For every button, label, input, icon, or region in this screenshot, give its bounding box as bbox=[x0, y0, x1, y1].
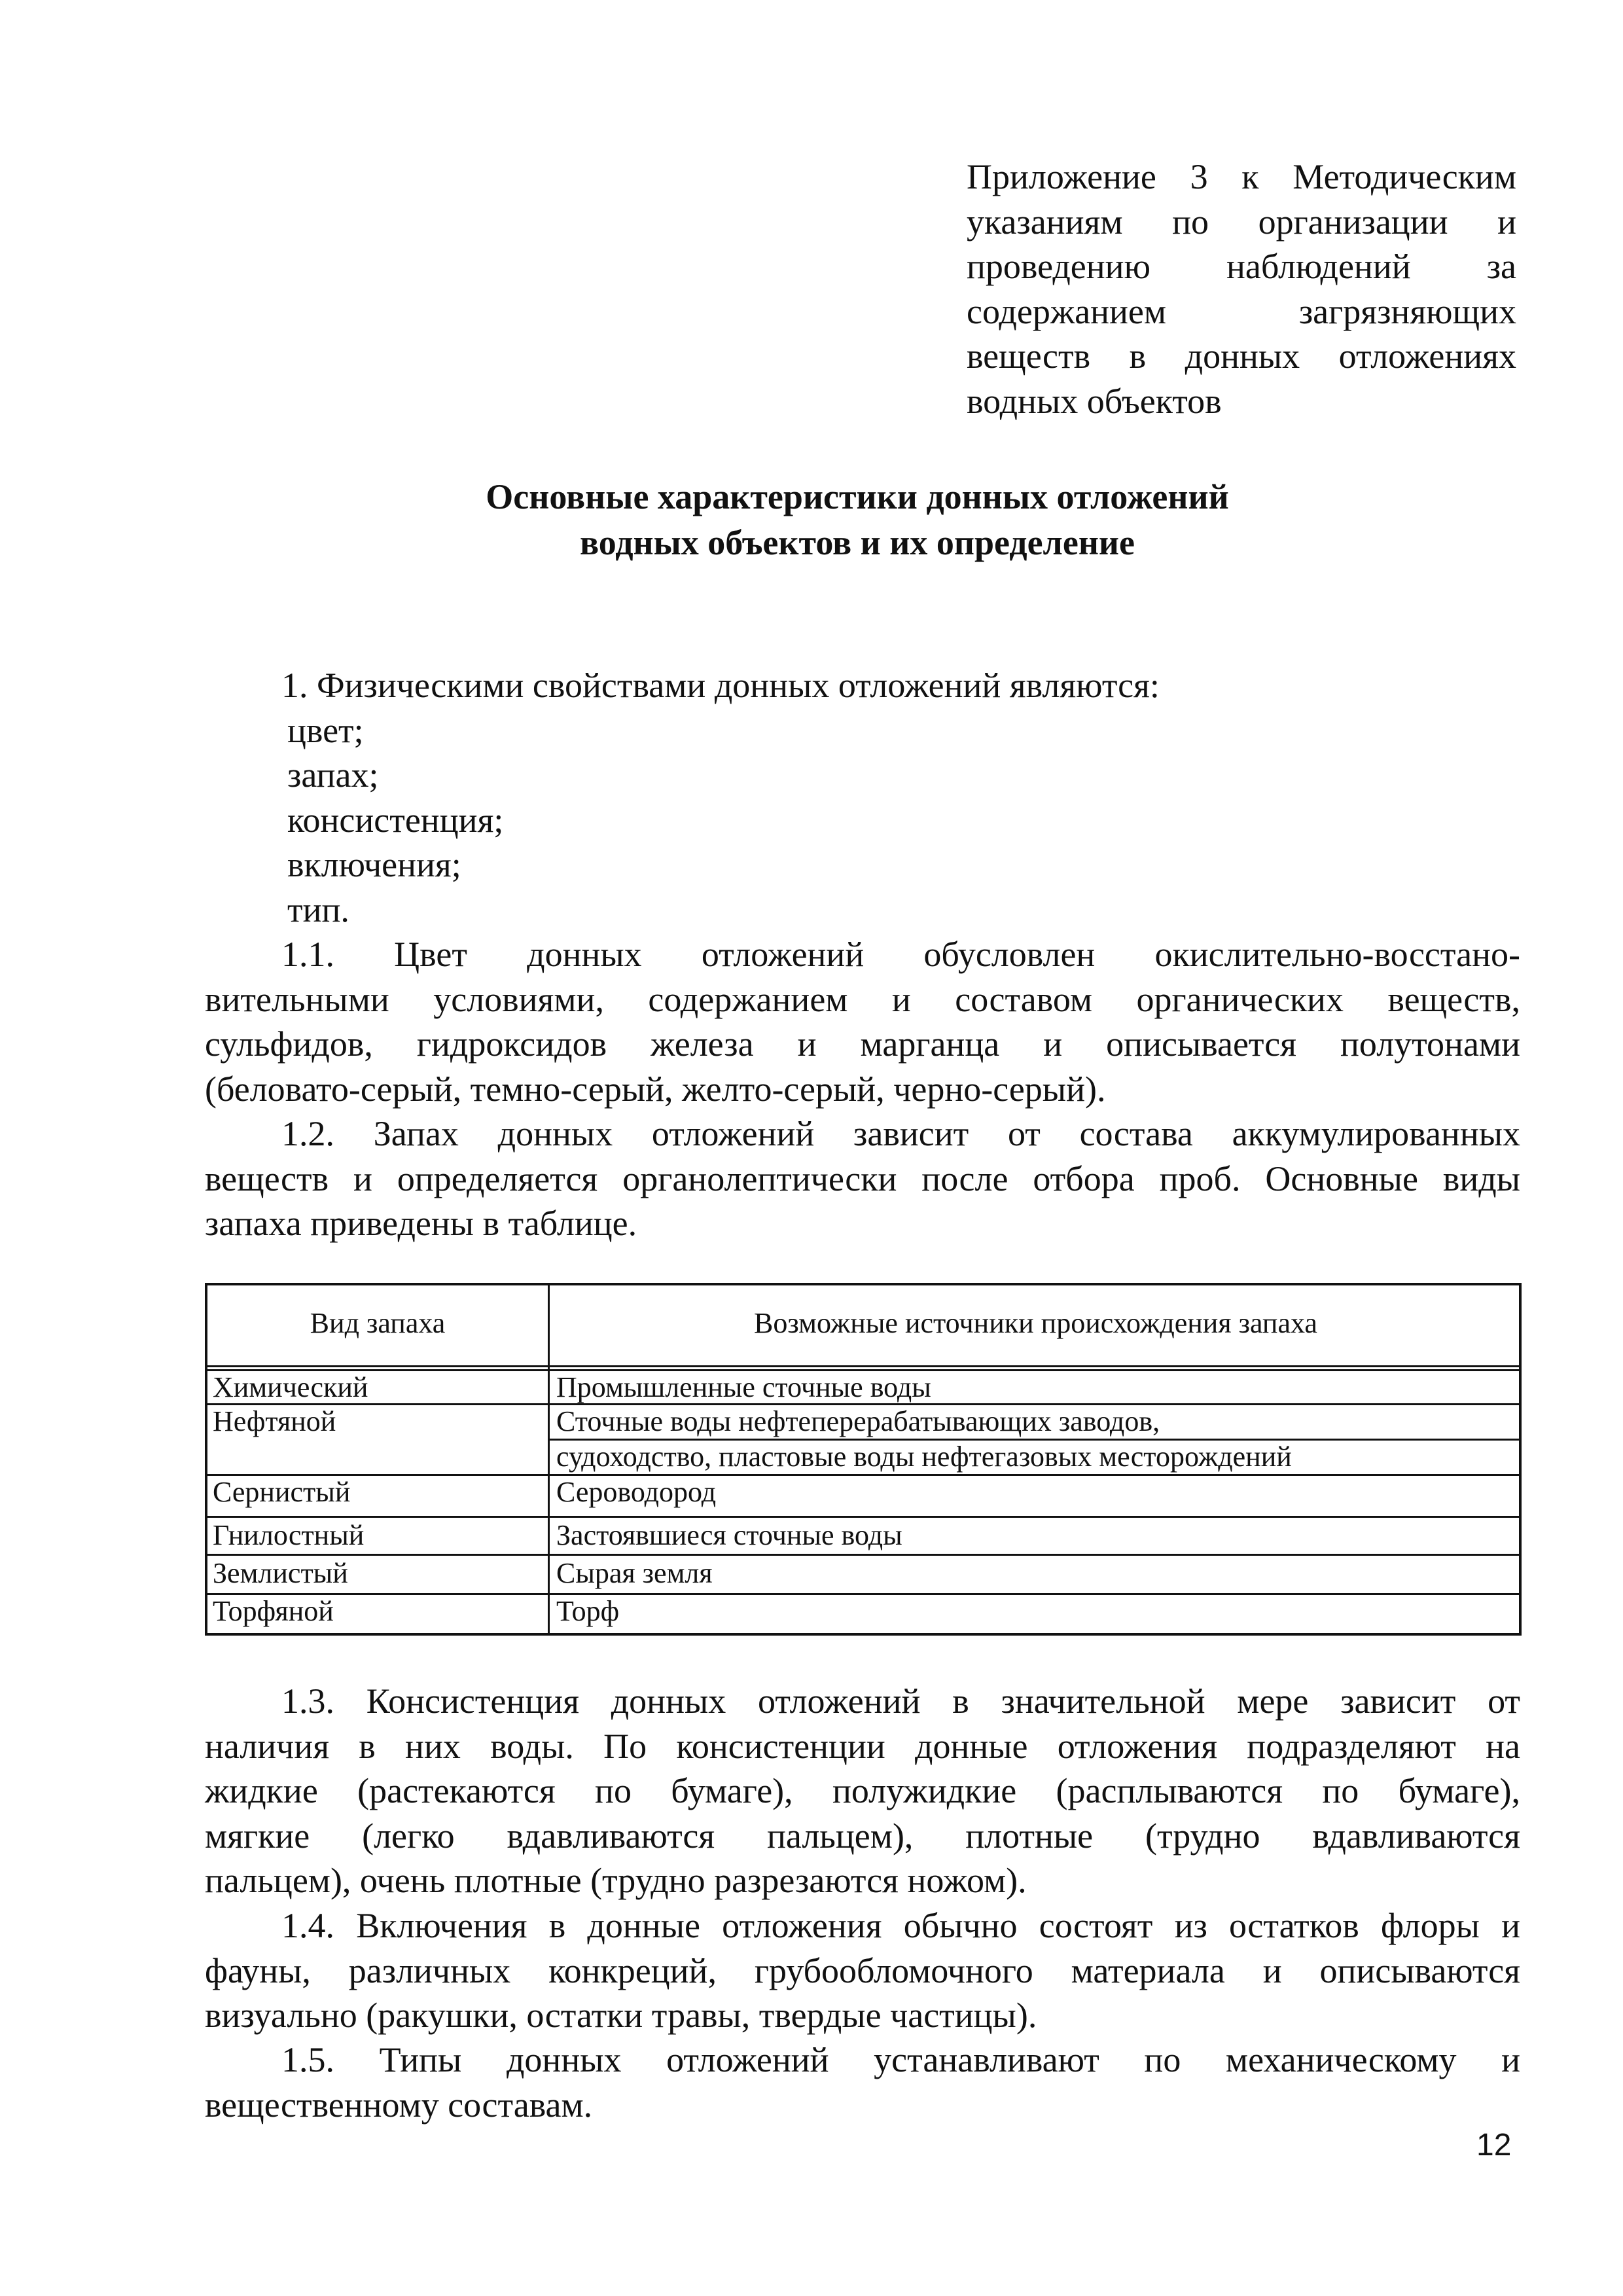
paragraph-line: мягкие (легко вдавливаются пальцем), плотные (трудно вдавливаются bbox=[205, 1816, 1520, 1856]
table-cell-odor-source: Промышленные сточные воды bbox=[556, 1371, 931, 1403]
paragraph-line: сульфидов, гидроксидов железа и марганца и описывается полутонами bbox=[205, 1024, 1520, 1064]
list-item: цвет; bbox=[287, 710, 364, 750]
list-item: тип. bbox=[287, 889, 349, 929]
odor-table bbox=[205, 1283, 1522, 1636]
table-cell-odor-source: Торф bbox=[556, 1595, 620, 1627]
paragraph-line: наличия в них воды. По консистенции донные отложения подразделяют на bbox=[205, 1726, 1520, 1766]
appendix-line: содержанием загрязняющих bbox=[967, 291, 1516, 331]
table-cell-odor-type: Землистый bbox=[213, 1557, 348, 1589]
list-item: запах; bbox=[287, 755, 379, 795]
paragraph-line: 1.5. Типы донных отложений устанавливают по механическому и bbox=[281, 2040, 1520, 2079]
paragraph-line: 1.2. Запах донных отложений зависит от состава аккумулированных bbox=[281, 1114, 1520, 1153]
page-number: 12 bbox=[1476, 2128, 1512, 2162]
appendix-reference bbox=[967, 154, 1516, 423]
table-cell-odor-type: Торфяной bbox=[213, 1595, 334, 1627]
table-cell-odor-type: Сернистый bbox=[213, 1476, 351, 1508]
table-header-odor-type: Вид запаха bbox=[310, 1307, 446, 1339]
table-row-divider bbox=[207, 1365, 1519, 1367]
table-row-divider bbox=[207, 1516, 1519, 1518]
appendix-line: веществ в донных отложениях bbox=[967, 336, 1516, 376]
section-1-intro: 1. Физическими свойствами донных отложений являются: bbox=[281, 666, 1160, 705]
document-title bbox=[327, 474, 1387, 565]
paragraph-1-2 bbox=[205, 1111, 1520, 1246]
table-row-divider bbox=[207, 1554, 1519, 1556]
paragraph-line: 1.4. Включения в донные отложения обычно состоят из остатков флоры и bbox=[281, 1906, 1520, 1945]
appendix-line: проведению наблюдений за bbox=[967, 247, 1516, 286]
table-row-divider bbox=[207, 1593, 1519, 1595]
paragraph-line: вительными условиями, содержанием и составом органических веществ, bbox=[205, 979, 1520, 1019]
appendix-line: указаниям по организации и bbox=[967, 202, 1516, 242]
table-header-odor-source: Возможные источники происхождения запаха bbox=[754, 1307, 1317, 1339]
appendix-line: Приложение 3 к Методическим bbox=[967, 157, 1516, 196]
paragraph-1-4 bbox=[205, 1903, 1520, 2038]
paragraph-1-5 bbox=[205, 2037, 1520, 2127]
paragraph-line: (беловато-серый, темно-серый, желто-серый, черно-серый). bbox=[205, 1069, 1106, 1109]
paragraph-line: жидкие (растекаются по бумаге), полужидкие (расплываются по бумаге), bbox=[205, 1771, 1520, 1810]
table-row-divider bbox=[207, 1474, 1519, 1476]
paragraph-line: веществ и определяется органолептически после отбора проб. Основные виды bbox=[205, 1158, 1520, 1198]
paragraph-line: 1.1. Цвет донных отложений обусловлен окислительно-восстано- bbox=[281, 935, 1520, 974]
table-cell-odor-source: Сточные воды нефтеперерабатывающих заводов, bbox=[556, 1405, 1160, 1437]
paragraph-line: фауны, различных конкреций, грубообломочного материала и описываются bbox=[205, 1950, 1520, 1990]
section-1 bbox=[205, 663, 1520, 932]
appendix-line: водных объектов bbox=[967, 381, 1222, 421]
table-cell-odor-source: Сероводород bbox=[556, 1476, 717, 1508]
list-item: включения; bbox=[287, 845, 461, 884]
title-line-1: Основные характеристики донных отложений bbox=[486, 477, 1229, 516]
paragraph-line: запаха приведены в таблице. bbox=[205, 1204, 637, 1243]
table-cell-odor-type: Нефтяной bbox=[213, 1405, 336, 1437]
title-line-2: водных объектов и их определение bbox=[579, 523, 1135, 562]
list-item: консистенция; bbox=[287, 800, 504, 840]
paragraph-line: пальцем), очень плотные (трудно разрезаются ножом). bbox=[205, 1861, 1027, 1900]
table-cell-odor-source: Сырая земля bbox=[556, 1557, 713, 1589]
paragraph-line: 1.3. Консистенция донных отложений в значительной мере зависит от bbox=[281, 1681, 1520, 1721]
paragraph-1-1 bbox=[205, 932, 1520, 1111]
paragraph-1-3 bbox=[205, 1679, 1520, 1903]
paragraph-line: визуально (ракушки, остатки травы, твердые частицы). bbox=[205, 1996, 1037, 2035]
table-cell-odor-source: Застоявшиеся сточные воды bbox=[556, 1519, 902, 1551]
table-cell-odor-type: Гнилостный bbox=[213, 1519, 365, 1551]
table-cell-odor-type: Химический bbox=[213, 1371, 368, 1403]
table-cell-odor-source: судоходство, пластовые воды нефтегазовых месторождений bbox=[556, 1441, 1292, 1473]
paragraph-line: вещественному составам. bbox=[205, 2085, 593, 2125]
